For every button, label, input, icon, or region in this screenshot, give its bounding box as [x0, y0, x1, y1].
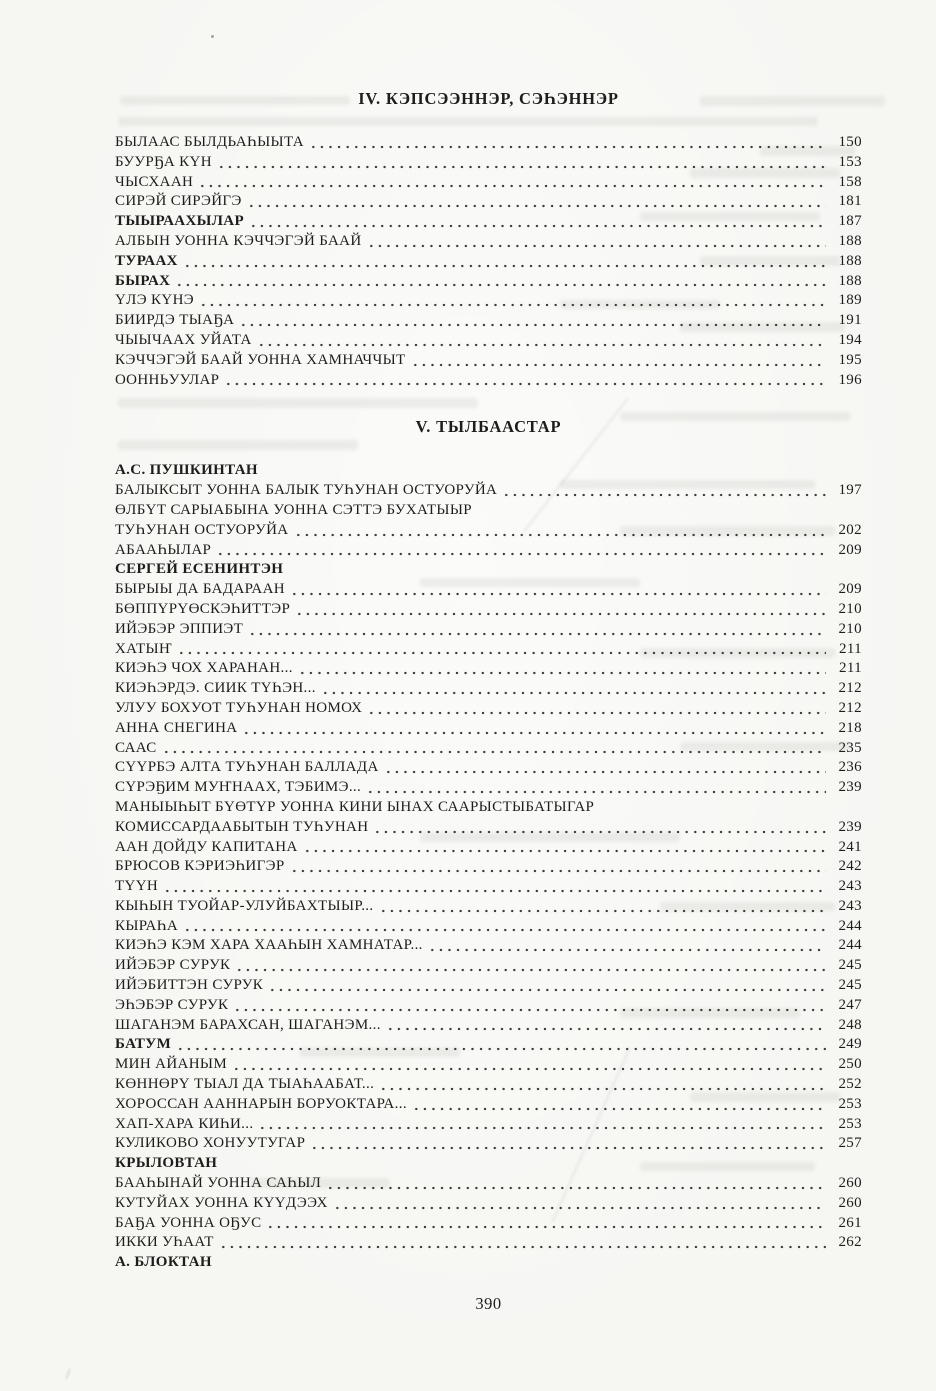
- toc-entry: [115, 778, 862, 798]
- toc-entry-title: КИЭҺЭ ЧОХ ХАРАНАН...: [115, 660, 293, 677]
- toc-entry-page: 244: [838, 917, 862, 934]
- toc-group-heading: [115, 1253, 862, 1273]
- toc-entry: [115, 541, 862, 561]
- toc-entry-page: 195: [838, 351, 862, 368]
- toc-entry-page: 245: [838, 957, 862, 974]
- toc-entry-title: СААС: [115, 739, 157, 756]
- toc-entry-title: БИИРДЭ ТЫАҔА: [115, 312, 235, 329]
- toc-group-heading-label: СЕРГЕЙ ЕСЕНИНТЭН: [115, 561, 284, 578]
- toc-entry-title: МАНЫЫҺЫТ БҮӨТҮР УОННА КИНИ ЫНАХ СААРЫСТЫБАТЫГАР: [115, 798, 595, 815]
- dot-leader: [386, 1016, 826, 1036]
- toc-entry: [115, 371, 862, 391]
- toc-entry-page: 202: [838, 521, 862, 538]
- toc-entry-title: ИЙЭБЭР ЭППИЭТ: [115, 620, 244, 637]
- toc-entry: [115, 659, 862, 679]
- toc-entry-page: 158: [838, 173, 862, 190]
- toc-entry: [115, 976, 862, 996]
- toc-entry: [115, 699, 862, 719]
- toc-entry-title: КЫҺЫН ТУОЙАР-УЛУЙБАХТЫЫР...: [115, 897, 374, 914]
- toc-entry: [115, 1095, 862, 1115]
- toc-entry-page: 188: [838, 272, 862, 289]
- toc-entry-page: 260: [838, 1194, 862, 1211]
- dot-leader: [367, 232, 826, 252]
- toc-entry-title: КИЭҺЭ КЭМ ХАРА ХААҺЫН ХАМНАТАР...: [115, 937, 423, 954]
- toc-entry: [115, 481, 862, 501]
- toc-entry-page: 239: [838, 779, 862, 796]
- dot-leader: [235, 956, 826, 976]
- toc-entry-title: ААН ДОЙДУ КАПИТАНА: [115, 838, 298, 855]
- dot-leader: [183, 252, 826, 272]
- dot-leader: [232, 1055, 826, 1075]
- toc-entry: [115, 1194, 862, 1214]
- dot-leader: [217, 153, 826, 173]
- toc-group-heading: [115, 461, 862, 481]
- toc-entry-title: БЫЛААС БЫЛДЬАҺЫЫТА: [115, 134, 304, 150]
- toc-entry: [115, 857, 862, 877]
- scan-speck: [211, 35, 214, 38]
- toc-entry-page: 218: [838, 719, 862, 736]
- dot-leader: [199, 291, 826, 311]
- dot-leader: [183, 917, 826, 937]
- toc-entry: [115, 133, 862, 153]
- page-number: 390: [475, 1294, 502, 1313]
- toc-entry-page: 241: [838, 838, 862, 855]
- toc-entry-title: ИЙЭБИТТЭН СУРУК: [115, 977, 264, 994]
- dot-leader: [321, 679, 826, 699]
- toc-entry-title: ХАП-ХАРА КИҺИ...: [115, 1115, 254, 1132]
- dot-leader: [295, 600, 826, 620]
- toc-entry-title: ТУҺУНАН ОСТУОРУЙА: [115, 521, 289, 538]
- dot-leader: [248, 620, 826, 640]
- toc-entry: [115, 1055, 862, 1075]
- dot-leader: [162, 739, 826, 759]
- toc-entry-title: ЧЫСХААН: [115, 173, 194, 190]
- toc-entry: [115, 838, 862, 858]
- dot-leader: [242, 719, 826, 739]
- toc-entry: [115, 877, 862, 897]
- toc-entry: [115, 798, 862, 818]
- toc-entry: [115, 897, 862, 917]
- toc-entry-page: 212: [838, 699, 862, 716]
- toc-entry: [115, 1115, 862, 1135]
- dot-leader: [326, 1174, 826, 1194]
- toc-entry-title: ТҮҮН: [115, 878, 159, 895]
- toc-entry-page: 252: [838, 1076, 862, 1093]
- toc-entry-page: 188: [838, 252, 862, 269]
- toc-entry: [115, 739, 862, 759]
- toc-entry: [115, 291, 862, 311]
- dot-leader: [216, 541, 826, 561]
- toc-entry: [115, 521, 862, 541]
- section-title: V. ТЫЛБААСТАР: [415, 417, 562, 437]
- dot-leader: [176, 1035, 826, 1055]
- toc-entry-page: 194: [838, 331, 862, 348]
- toc-entry-page: 210: [838, 620, 862, 637]
- toc-entry-page: 261: [838, 1214, 862, 1231]
- toc-entry-page: 187: [838, 213, 862, 230]
- toc: [115, 88, 862, 1273]
- toc-entry: [115, 600, 862, 620]
- dot-leader: [219, 1233, 826, 1253]
- toc-entry-page: 181: [838, 193, 862, 210]
- scan-speck: [64, 1368, 72, 1381]
- toc-entry-title: КУТУЙАХ УОННА КҮҮДЭЭХ: [115, 1194, 328, 1211]
- toc-entry: [115, 1016, 862, 1036]
- toc-entry-title: КӨННӨРҮ ТЫАЛ ДА ТЫАҺААБАТ...: [115, 1076, 375, 1093]
- toc-entry-page: 242: [838, 858, 862, 875]
- toc-entry-page: 262: [838, 1234, 862, 1251]
- toc-entry-title: ИЙЭБЭР СУРУК: [115, 957, 231, 974]
- dot-leader: [384, 758, 826, 778]
- dot-leader: [290, 857, 826, 877]
- toc-entry-title: ТУРААХ: [115, 252, 178, 269]
- toc-entry-page: 211: [839, 640, 862, 657]
- toc-entry-page: 248: [838, 1016, 862, 1033]
- toc-entry: [115, 1035, 862, 1055]
- toc-entry-title: БАҔА УОННА ОҔУС: [115, 1214, 262, 1231]
- toc-entry-page: 250: [838, 1056, 862, 1073]
- toc-entry: [115, 936, 862, 956]
- toc-entry: [115, 1134, 862, 1154]
- toc-entry-title: КОМИССАРДААБЫТЫН ТУҺУНАН: [115, 818, 369, 835]
- toc-entry-title: ЭҺЭБЭР СУРУК: [115, 996, 229, 1013]
- dot-leader: [379, 897, 827, 917]
- dot-leader: [294, 521, 827, 541]
- toc-entry-title: ЧЫЫЧААХ УЙАТА: [115, 331, 252, 348]
- dot-leader: [175, 272, 826, 292]
- toc-entry-title: ӨЛБҮТ САРЫАБЫНА УОННА СЭТТЭ БУХАТЫЫР: [115, 501, 472, 518]
- toc-entry-page: 212: [838, 680, 862, 697]
- dot-leader: [266, 1214, 826, 1234]
- toc-entry: [115, 1233, 862, 1253]
- toc-entry-title: ХАТЫҤ: [115, 640, 173, 657]
- dot-leader: [249, 212, 826, 232]
- toc-entry-page: 189: [838, 292, 862, 309]
- toc-entry: [115, 501, 862, 521]
- dot-leader: [233, 996, 826, 1016]
- dot-leader: [224, 371, 826, 391]
- toc-entry-page: 249: [838, 1036, 862, 1053]
- dot-leader: [428, 936, 826, 956]
- toc-entry: [115, 192, 862, 212]
- toc-entry: [115, 272, 862, 292]
- toc-entry-page: 239: [838, 818, 862, 835]
- toc-entry-page: 188: [838, 232, 862, 249]
- dot-leader: [373, 818, 826, 838]
- toc-entry-title: АННА СНЕГИНА: [115, 719, 238, 736]
- toc-group-heading: [115, 560, 862, 580]
- toc-entry: [115, 173, 862, 193]
- toc-entry-title: ХОРОССАН ААННАРЫН БОРУОКТАРА...: [115, 1095, 407, 1112]
- dot-leader: [290, 580, 826, 600]
- toc-entry-page: 191: [838, 312, 862, 329]
- toc-entry: [115, 758, 862, 778]
- toc-entry: [115, 679, 862, 699]
- toc-entry-title: БӨППҮРҮӨСКЭҺИТТЭР: [115, 600, 291, 617]
- toc-entry: [115, 252, 862, 272]
- toc-entry-page: 253: [838, 1115, 862, 1132]
- section-title: IV. КЭПСЭЭННЭР, СЭҺЭННЭР: [358, 89, 619, 108]
- toc-group-heading-label: А.С. ПУШКИНТАН: [115, 462, 258, 479]
- dot-leader: [303, 838, 826, 858]
- toc-entry-title: СҮҮРБЭ АЛТА ТУҺУНАН БАЛЛАДА: [115, 759, 379, 776]
- dot-leader: [239, 311, 826, 331]
- dot-leader: [310, 1134, 826, 1154]
- dot-leader: [379, 1075, 826, 1095]
- toc-entry-title: БАТУМ: [115, 1036, 172, 1053]
- toc-entry: [115, 311, 862, 331]
- dot-leader: [163, 877, 826, 897]
- dot-leader: [309, 133, 826, 153]
- toc-entry: [115, 1214, 862, 1234]
- dot-leader: [367, 699, 826, 719]
- toc-entry-title: АЛБЫН УОННА КЭЧЧЭГЭЙ БААЙ: [115, 232, 362, 249]
- toc-entry: [115, 580, 862, 600]
- toc-entry-page: 244: [838, 937, 862, 954]
- dot-leader: [247, 192, 826, 212]
- toc-entry: [115, 232, 862, 252]
- toc-entry-title: БЫРАХ: [115, 272, 171, 289]
- toc-entry: [115, 818, 862, 838]
- dot-leader: [268, 976, 826, 996]
- toc-entry: [115, 620, 862, 640]
- toc-entry-page: 257: [838, 1135, 862, 1152]
- toc-entry-title: ИККИ УҺААТ: [115, 1234, 214, 1251]
- toc-entry: [115, 956, 862, 976]
- toc-entry: [115, 996, 862, 1016]
- toc-entry-title: БУУРҔА КҮН: [115, 153, 212, 170]
- toc-entry-title: ООННЬУУЛАР: [115, 371, 220, 388]
- toc-entry-page: 211: [839, 660, 862, 677]
- toc-entry-title: КИЭҺЭРДЭ. СИИК ТҮҺЭН...: [115, 680, 316, 697]
- dot-leader: [258, 1115, 826, 1135]
- toc-entry: [115, 917, 862, 937]
- toc-entry-page: 153: [838, 153, 862, 170]
- dot-leader: [366, 778, 826, 798]
- toc-group-heading-label: А. БЛОКТАН: [115, 1254, 212, 1271]
- dot-leader: [412, 1095, 826, 1115]
- toc-entry-page: 150: [838, 134, 862, 150]
- toc-entry-page: 197: [838, 482, 862, 499]
- toc-entry-title: БРЮСОВ КЭРИЭҺИГЭР: [115, 858, 285, 875]
- toc-entry-page: 210: [838, 600, 862, 617]
- toc-entry-title: КУЛИКОВО ХОНУУТУГАР: [115, 1135, 306, 1152]
- dot-leader: [333, 1194, 826, 1214]
- toc-entry: [115, 153, 862, 173]
- toc-entry: [115, 640, 862, 660]
- toc-entry: [115, 331, 862, 351]
- dot-leader: [177, 640, 826, 660]
- toc-entry-page: 209: [838, 541, 862, 558]
- toc-entry-title: МИН АЙАНЫМ: [115, 1056, 228, 1073]
- toc-entry-page: 245: [838, 977, 862, 994]
- toc-entry-page: 260: [838, 1175, 862, 1192]
- toc-entry-page: 253: [838, 1095, 862, 1112]
- toc-entry: [115, 212, 862, 232]
- toc-entry-title: БАЛЫКСЫТ УОННА БАЛЫК ТУҺУНАН ОСТУОРУЙА: [115, 482, 498, 499]
- toc-entry-page: 235: [838, 739, 862, 756]
- toc-group-heading: [115, 1154, 862, 1174]
- toc-entry-title: КЫРАҺА: [115, 917, 179, 934]
- dot-leader: [257, 331, 826, 351]
- toc-entry-page: 209: [838, 581, 862, 598]
- toc-entry-title: УЛУУ БОХУОТ ТУҺУНАН НОМОХ: [115, 699, 363, 716]
- toc-entry-title: СИРЭЙ СИРЭЙГЭ: [115, 193, 242, 210]
- toc-entry-title: БААҺЫНАЙ УОННА САҺЫЛ: [115, 1175, 322, 1192]
- toc-entry: [115, 351, 862, 371]
- toc-entry-title: ҮЛЭ КҮНЭ: [115, 292, 195, 309]
- toc-entry-page: 236: [838, 759, 862, 776]
- dot-leader: [198, 173, 826, 193]
- toc-entry-page: 243: [838, 878, 862, 895]
- toc-entry: [115, 719, 862, 739]
- toc-entry-title: ШАГАНЭМ БАРАХСАН, ШАГАНЭМ...: [115, 1016, 381, 1033]
- toc-entry-page: 247: [838, 996, 862, 1013]
- dot-leader: [502, 481, 826, 501]
- dot-leader: [411, 351, 826, 371]
- toc-entry-title: ТЫЫРААХЫЛАР: [115, 213, 244, 230]
- toc-entry-page: 243: [838, 897, 862, 914]
- toc-entry-title: КЭЧЧЭГЭЙ БААЙ УОННА ХАМНАЧЧЫТ: [115, 351, 406, 368]
- toc-entry: [115, 1174, 862, 1194]
- toc-entry-title: АБААҺЫЛАР: [115, 541, 212, 558]
- toc-group-heading-label: КРЫЛОВТАН: [115, 1155, 218, 1172]
- toc-entry-title: СҮРЭҔИМ МУҤНААХ, ТЭБИМЭ...: [115, 779, 362, 796]
- toc-entry: [115, 1075, 862, 1095]
- dot-leader: [298, 659, 826, 679]
- toc-entry-title: БЫРЫЫ ДА БАДАРААН: [115, 581, 285, 598]
- toc-entry-page: 196: [838, 371, 862, 388]
